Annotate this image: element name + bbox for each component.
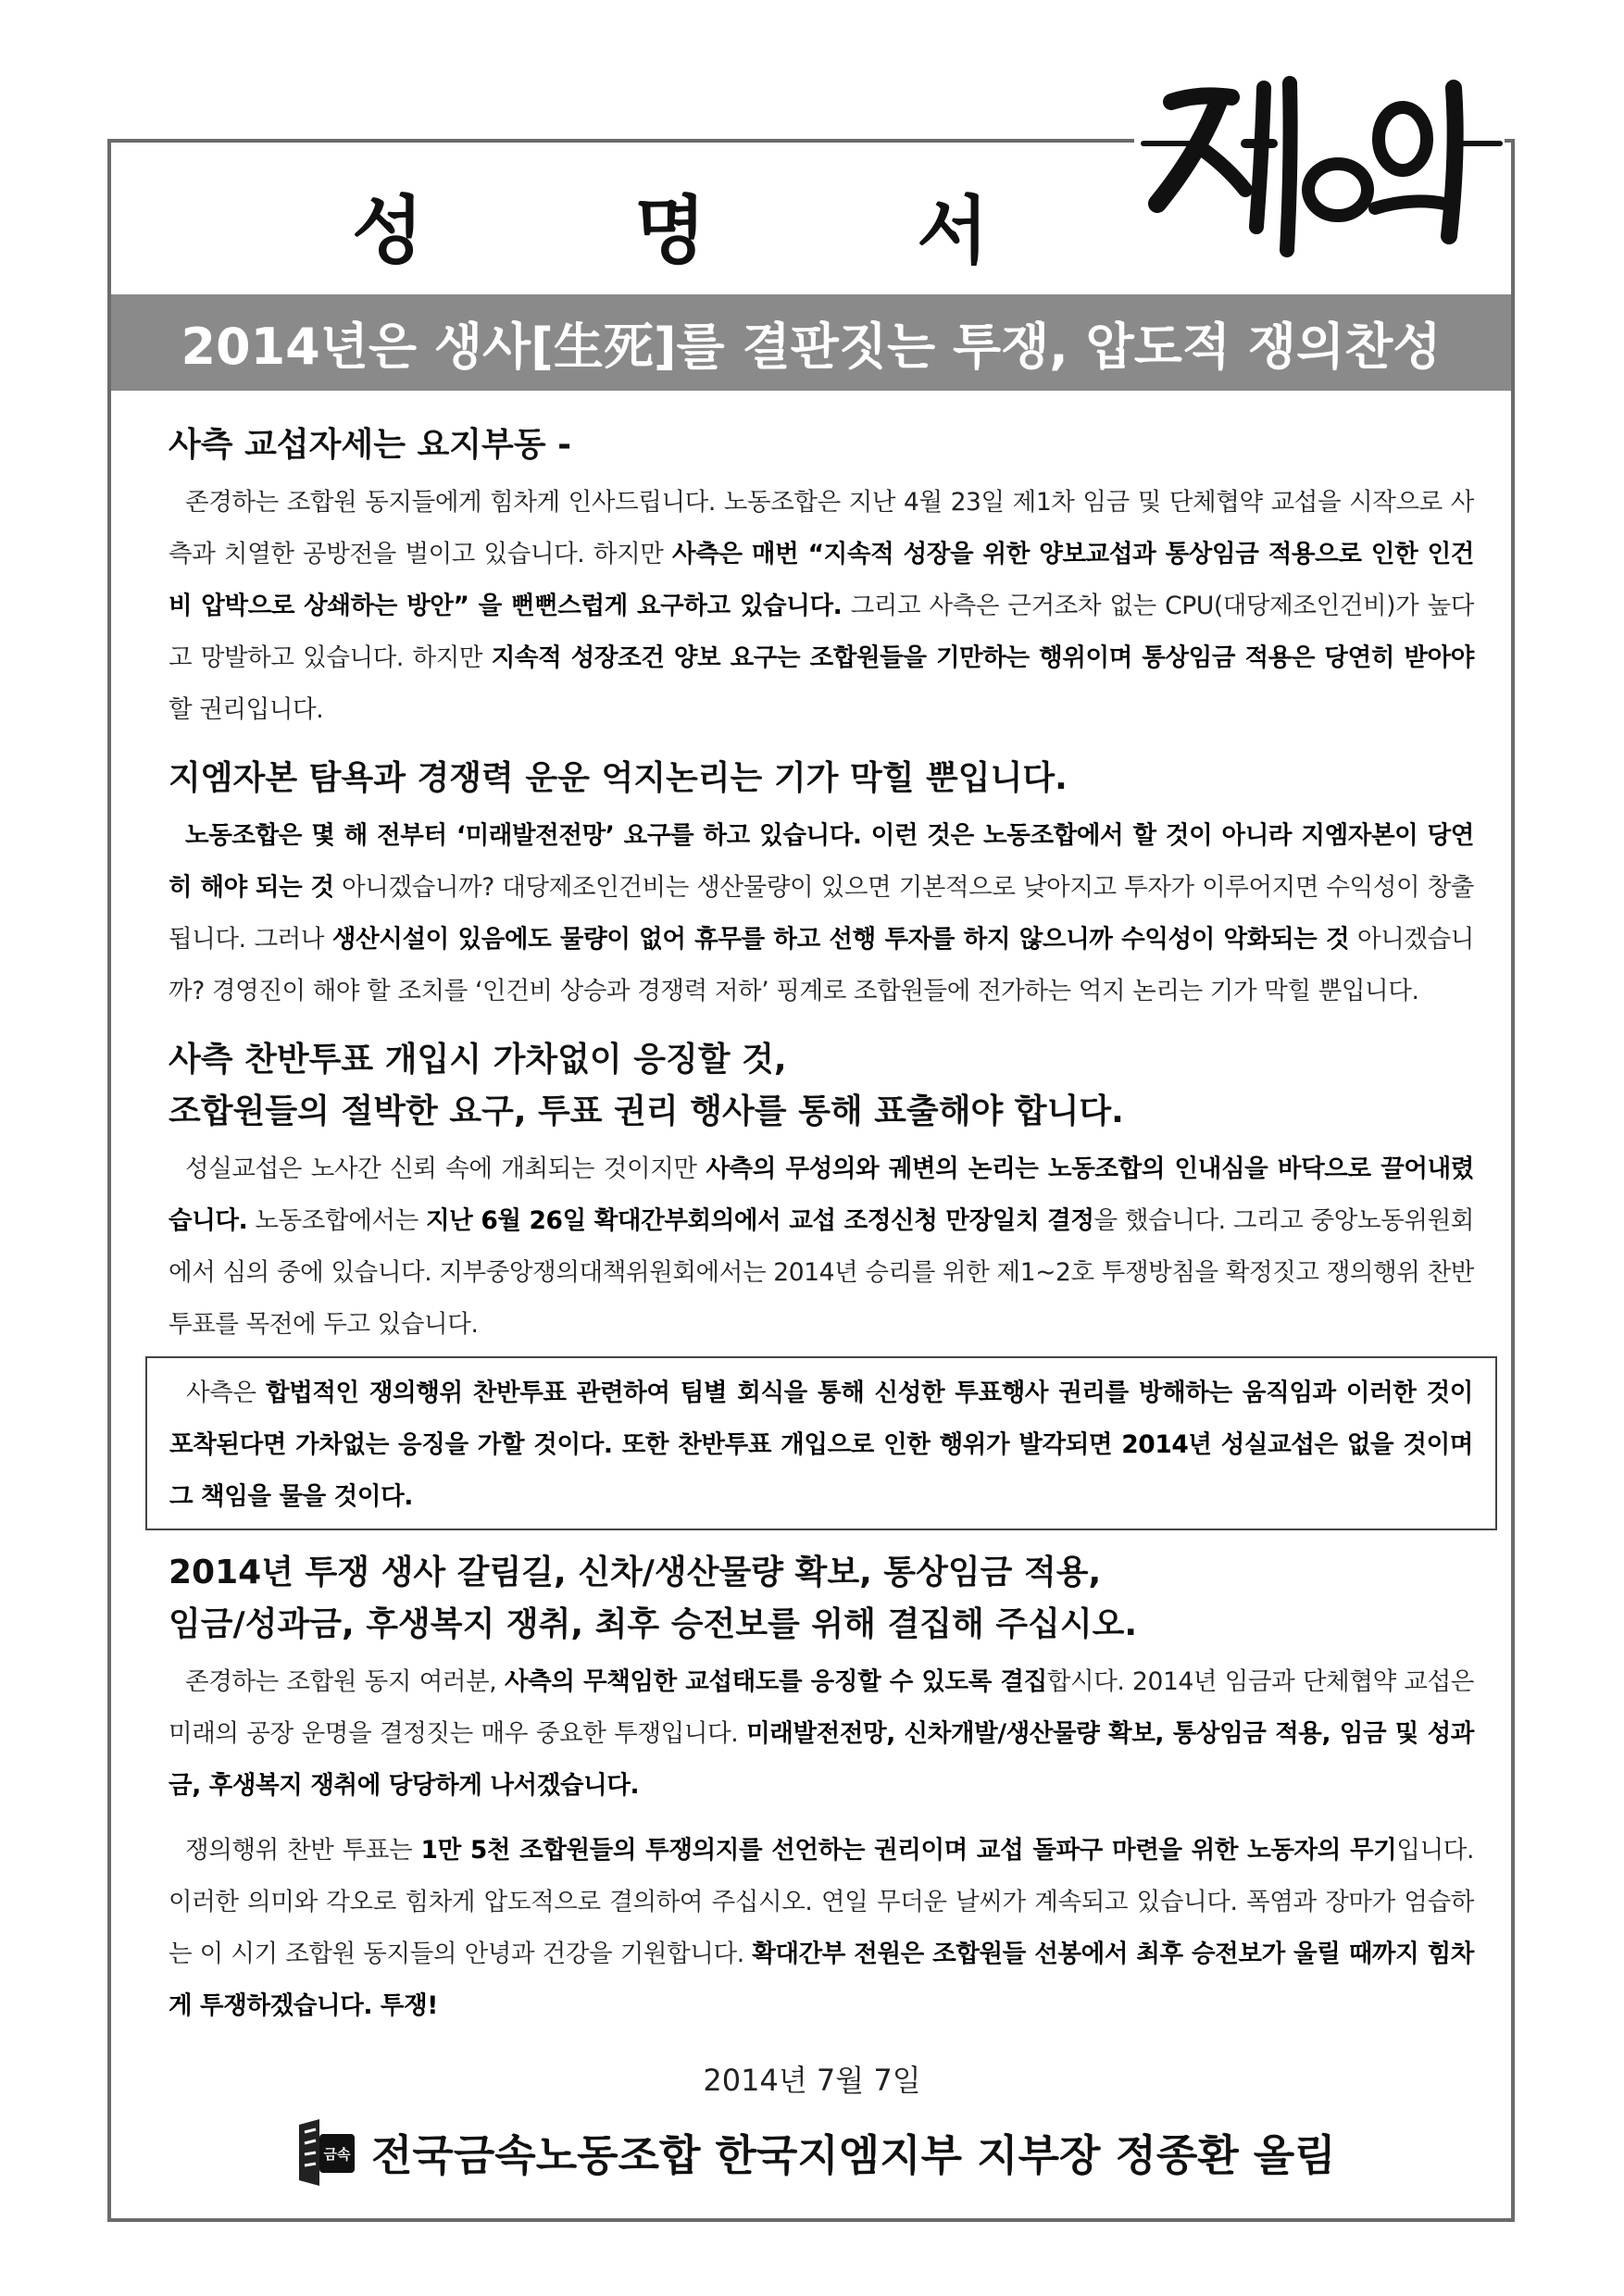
headline-text: 2014년은 생사[生死]를 결판짓는 투쟁, 압도적 쟁의찬성 (181, 317, 1442, 376)
text-run: 사측은 (186, 1379, 266, 1407)
headline-banner (111, 294, 1511, 391)
text-run: 을 했습니다. 그리고 중앙노동위원회에서 심의 중에 있습니다. 지부중앙쟁의대책위원회에서는 2014년 승리를 위한 제1~2호 투쟁방침을 확정짓고 쟁의행위 찬반투표를 목전에 두고 있습니다. (169, 1206, 1474, 1339)
bold-run: 합법적인 쟁의행위 찬반투표 관련하여 팀별 회식을 통해 신성한 투표행사 권리를 방해하는 움직임과 이러한 것이 포착된다면 가차없는 응징을 가할 것이다. 또한 찬반투표 개입으로 인한 행위가 발각되면 2014년 성실교섭은 없을 것이며 그 책임을 물을 것이다. (169, 1379, 1474, 1511)
text-run: 아니겠습니까? 경영진이 해야 할 조치를 ‘인건비 상승과 경쟁력 저하’ 핑계로 조합원들에 전가하는 억지 논리는 기가 막힐 뿐입니다. (169, 925, 1474, 1005)
bold-run: 지속적 성장조건 양보 요구는 조합원들을 기만하는 행위이며 통상임금 적용은 당연히 받아야 (491, 643, 1474, 672)
section-heading: 2014년 투쟁 생사 갈림길, 신차/생산물량 확보, 통상임금 적용, (169, 1554, 1102, 1591)
paragraph (169, 1367, 1473, 1523)
logo-lettering: 금속 (323, 2146, 351, 2163)
text-run: 할 권리입니다. (169, 695, 324, 724)
section-heading: 조합원들의 절박한 요구, 투표 권리 행사를 통해 표출해야 합니다. (169, 1092, 1124, 1130)
text-run: 존경하는 조합원 동지 여러분, (185, 1667, 505, 1696)
section-heading: 임금/성과금, 후생복지 쟁취, 최후 승전보를 위해 결집해 주십시오. (169, 1605, 1138, 1643)
statement-body (169, 403, 1474, 2038)
bold-run: 확대간부 전원은 조합원들 선봉에서 최후 승전보가 울릴 때까지 힘차게 투쟁하겠습니다. 투쟁! (169, 1940, 1474, 2020)
bold-run: 사측은 매번 “지속적 성장을 위한 양보교섭과 통상임금 적용으로 인한 인건비 압박으로 상쇄하는 방안” 을 뻔뻔스럽게 요구하고 있습니다. (169, 540, 1474, 620)
text-run: 그리고 사측은 근거조차 없는 CPU(대당제조인건비)가 높다고 망발하고 있습니다. 하지만 (169, 592, 1474, 672)
signature-text: 전국금속노동조합 한국지엠지부 지부장 정종환 올림 (371, 2130, 1336, 2180)
paragraph (169, 810, 1474, 1017)
bold-run: 사측의 무성의와 궤변의 논리는 노동조합의 인내심을 바닥으로 끌어내렸습니다. (169, 1154, 1474, 1235)
bold-run: 지난 6월 26일 확대간부회의에서 교섭 조정신청 만장일치 결정 (425, 1206, 1094, 1235)
paragraph (169, 477, 1474, 736)
section-heading: 사측 교섭자세는 요지부동 - (169, 426, 572, 464)
text-run: 입니다. 이러한 의미와 각오로 힘차게 압도적으로 결의하여 주십시오. 연일 무더운 날씨가 계속되고 있습니다. 폭염과 장마가 엄습하는 이 시기 조합원 동지들의 안녕과 건강을 기원합니다. (169, 1836, 1474, 1968)
bold-run: 사측의 무책임한 교섭태도를 응징할 수 있도록 결집 (504, 1667, 1047, 1696)
text-run: 노동조합에서는 (247, 1206, 426, 1235)
section-heading: 사측 찬반투표 개입시 가차없이 응징할 것, (169, 1041, 787, 1079)
text-run: 아니겠습니까? 대당제조인건비는 생산물량이 있으면 기본적으로 낮아지고 투자가 이루어지면 수익성이 창출됩니다. 그러나 (169, 873, 1474, 954)
calligraphy-logo (1134, 51, 1505, 264)
bold-run: 미래발전전망, 신차개발/생산물량 확보, 통상임금 적용, 임금 및 성과금, 후생복지 쟁취에 당당하게 나서겠습니다. (169, 1719, 1474, 1800)
paragraph (169, 1143, 1474, 1351)
statement-date: 2014년 7월 7일 (703, 2063, 921, 2098)
bold-run: 생산시설이 있음에도 물량이 없어 휴무를 하고 선행 투자를 하지 않으니까 수익성이 악화되는 것 (331, 925, 1350, 954)
text-run: 성실교섭은 노사간 신뢰 속에 개최되는 것이지만 (185, 1154, 706, 1183)
paragraph (169, 1825, 1474, 2032)
text-run: 합시다. 2014년 임금과 단체협약 교섭은 미래의 공장 운명을 결정짓는 매우 중요한 투쟁입니다. (169, 1667, 1474, 1748)
bold-run: 1만 5천 조합원들의 투쟁의지를 선언하는 권리이며 교섭 돌파구 마련을 위한 노동자의 무기 (420, 1836, 1397, 1865)
section-heading: 지엠자본 탐욕과 경쟁력 운운 억지논리는 기가 막힐 뿐입니다. (169, 759, 1068, 797)
text-run: 쟁의행위 찬반 투표는 (185, 1836, 421, 1865)
calligraphy-glyph-icon (1134, 51, 1505, 264)
paragraph (169, 1656, 1474, 1812)
union-logo-icon (292, 2115, 356, 2190)
text-run: 존경하는 조합원 동지들에게 힘차게 인사드립니다. 노동조합은 지난 4월 23일 제1차 임금 및 단체협약 교섭을 시작으로 사측과 치열한 공방전을 벌이고 있습니다. 하지만 (169, 488, 1474, 568)
page-title: 성 명 서 (352, 188, 1081, 274)
signature-block (292, 2115, 1336, 2190)
bold-run: 노동조합은 몇 해 전부터 ‘미래발전전망’ 요구를 하고 있습니다. 이런 것은 노동조합에서 할 것이 아니라 지엠자본이 당연히 해야 되는 것 (169, 821, 1474, 902)
warning-box (145, 1356, 1497, 1530)
